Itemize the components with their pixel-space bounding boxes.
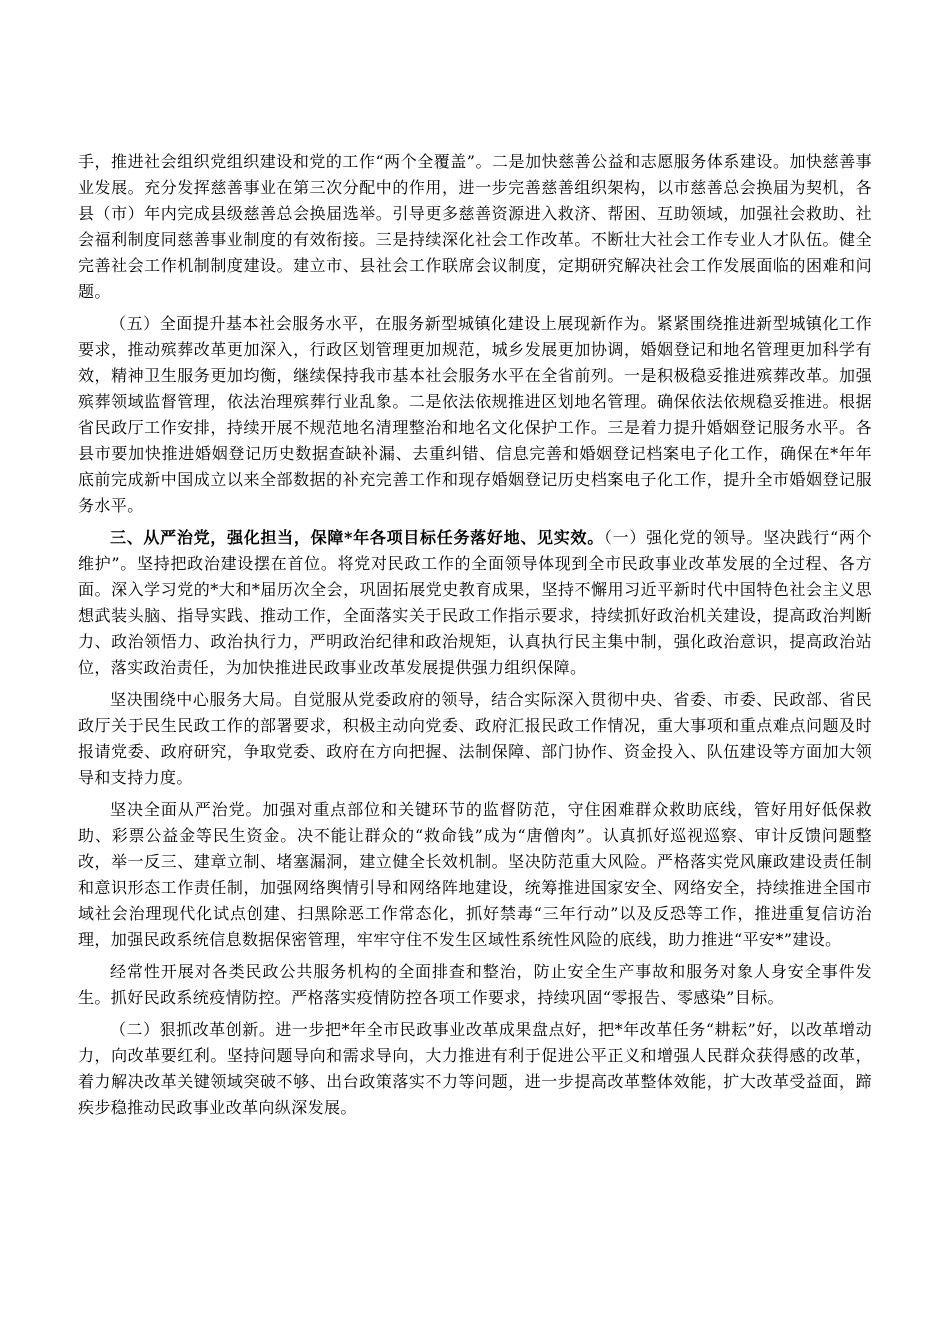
paragraph-text: （五）全面提升基本社会服务水平，在服务新型城镇化建设上展现新作为。紧紧围绕推进新型城镇化工作要求，推动殡葬改革更加深入，行政区划管理更加规范，城乡发展更加协调，婚姻登记和地名管理更加科学有效，精神卫生服务更加均衡，继续保持我市基本社会服务水平在全省前列。一是积极稳妥推进殡葬改革。加强殡葬领域监督管理，依法治理殡葬行业乱象。二是依法依规推进区划地名管理。确保依法依规稳妥推进。根据省民政厅工作安排，持续开展不规范地名清理整治和地名文化保护工作。三是着力提升婚姻登记服务水平。各县市要加快推进婚姻登记历史数据查缺补漏、去重纠错、信息完善和婚姻登记档案电子化工作，确保在*年年底前完成新中国成立以来全部数据的补充完善工作和现存婚姻登记历史档案电子化工作，提升全市婚姻登记服务水平。 <box>78 314 872 515</box>
paragraph-text: （二）狠抓改革创新。进一步把*年全市民政事业改革成果盘点好，把*年改革任务“耕耘”好，以改革增动力，向改革要红利。坚持问题导向和需求导向，大力推进有利于促进公平正义和增强人民群众获得感的改革，着力解决改革关键领域突破不够、出台政策落实不力等问题，进一步提高改革整体效能，扩大改革受益面，蹄疾步稳推动民政事业改革向纵深发展。 <box>78 1020 872 1117</box>
paragraph-text: 经常性开展对各类民政公共服务机构的全面排查和整治，防止安全生产事故和服务对象人身安全事件发生。抓好民政系统疫情防控。严格落实疫情防控各项工作要求，持续巩固“零报告、零感染”目标。 <box>78 962 872 1007</box>
paragraph-text: 手，推进社会组织党组织建设和党的工作“两个全覆盖”。二是加快慈善公益和志愿服务体系建设。加快慈善事业发展。充分发挥慈善事业在第三次分配中的作用，进一步完善慈善组织架构，以市慈善总会换届为契机，各县（市）年内完成县级慈善总会换届选举。引导更多慈善资源进入救济、帮困、互助领域，加强社会救助、社会福利制度同慈善事业制度的有效衔接。三是持续深化社会工作改革。不断壮大社会工作专业人才队伍。健全完善社会工作机制制度建设。建立市、县社会工作联席会议制度，定期研究解决社会工作发展面临的困难和问题。 <box>78 152 872 301</box>
paragraph-serve-overall <box>78 687 872 791</box>
paragraph-reform-innovation <box>78 1017 872 1121</box>
paragraph-safety-inspection <box>78 959 872 1011</box>
paragraph-text: （一）强化党的领导。坚决践行“两个维护”。坚持把政治建设摆在首位。将党对民政工作的全面领导体现到全市民政事业改革发展的全过程、各方面。深入学习党的*大和*届历次全会，巩固拓展党史教育成果，坚持不懈用习近平新时代中国特色社会主义思想武装头脑、指导实践、推动工作，全面落实关于民政工作指示要求，持续抓好政治机关建设，提高政治判断力、政治领悟力、政治执行力，严明政治纪律和政治规矩，认真执行民主集中制，强化政治意识，提高政治站位，落实政治责任，为加快推进民政事业改革发展提供强力组织保障。 <box>78 528 872 677</box>
paragraph-section-5 <box>78 311 872 519</box>
paragraph-text: 坚决围绕中心服务大局。自觉服从党委政府的领导，结合实际深入贯彻中央、省委、市委、民政部、省民政厅关于民生民政工作的部署要求，积极主动向党委、政府汇报民政工作情况，重大事项和重点难点问题及时报请党委、政府研究，争取党委、政府在方向把握、法制保障、部门协作、资金投入、队伍建设等方面加大领导和支持力度。 <box>78 690 872 787</box>
paragraph-strict-governance <box>78 797 872 953</box>
paragraph-section-3 <box>78 525 872 681</box>
paragraph-text: 坚决全面从严治党。加强对重点部位和关键环节的监督防范，守住困难群众救助底线，管好用好低保救助、彩票公益金等民生资金。决不能让群众的“救命钱”成为“唐僧肉”。认真抓好巡视巡察、审计反馈问题整改，举一反三、建章立制、堵塞漏洞，建立健全长效机制。坚决防范重大风险。严格落实党风廉政建设责任制和意识形态工作责任制，加强网络舆情引导和网络阵地建设，统筹推进国家安全、网络安全，持续推进全国市域社会治理现代化试点创建、扫黑除恶工作常态化，抓好禁毒“三年行动”以及反恐等工作，推进重复信访治理，加强民政系统信息数据保密管理，牢牢守住不发生区域性系统性风险的底线，助力推进“平安*”建设。 <box>78 800 872 949</box>
section-heading: 三、从严治党，强化担当，保障*年各项目标任务落好地、见实效。 <box>110 528 604 547</box>
paragraph-continuation <box>78 149 872 305</box>
